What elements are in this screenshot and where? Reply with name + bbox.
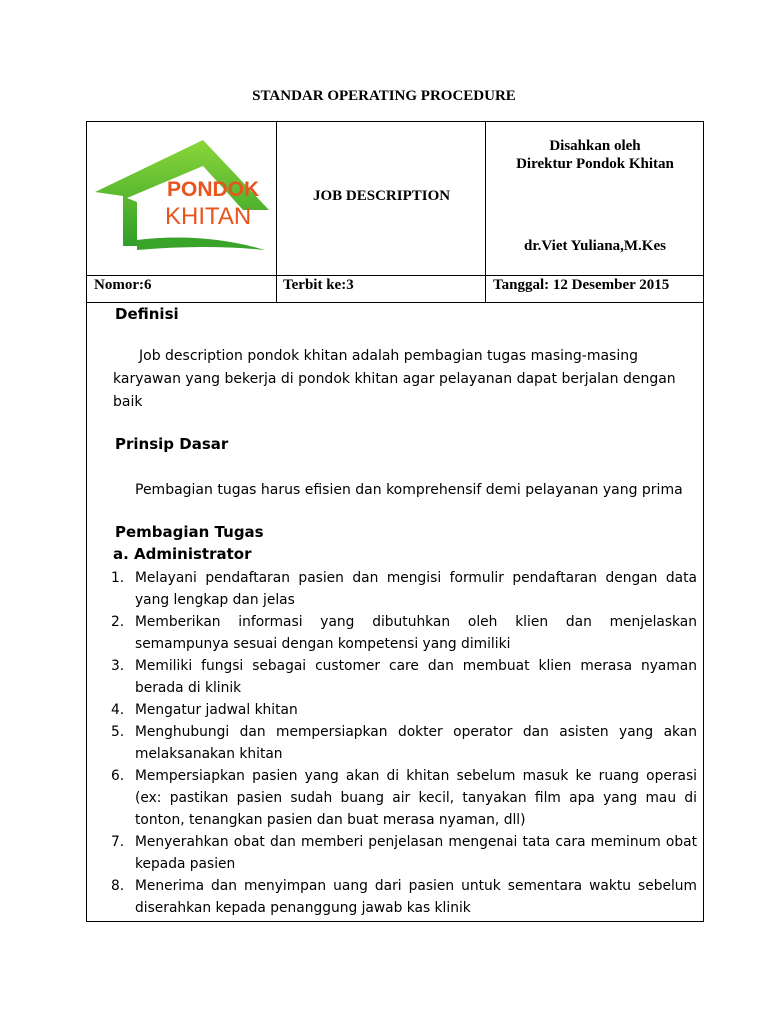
house-logo-icon — [93, 136, 271, 254]
approver-name: dr.Viet Yuliana,M.Kes — [524, 238, 666, 254]
logo-text-khitan: KHITAN — [165, 203, 252, 230]
approver-role: Direktur Pondok Khitan — [516, 156, 674, 172]
administrator-task-list — [107, 567, 697, 919]
sop-frame — [86, 121, 704, 922]
document-number: Nomor:6 — [94, 277, 152, 293]
pondok-khitan-logo — [93, 136, 271, 254]
definisi-paragraph: Job description pondok khitan adalah pembagian tugas masing-masing karyawan yang bekerja di pondok khitan agar pelayanan dapat berjalan dengan baik — [113, 348, 676, 410]
meta-divider — [87, 302, 703, 303]
edition-number: Terbit ke:3 — [283, 277, 354, 293]
list-item: 8. Menerima dan menyimpan uang dari pasien untuk sementara waktu sebelum diserahkan kepada penanggung jawab kas klinik — [111, 878, 697, 916]
list-item: 2. Memberikan informasi yang dibutuhkan oleh klien dan menjelaskan semampunya sesuai dengan kompetensi yang dimiliki — [111, 614, 697, 652]
list-item: 5. Menghubungi dan mempersiapkan dokter operator dan asisten yang akan melaksanakan khitan — [111, 724, 697, 762]
list-item: 1. Melayani pendaftaran pasien dan mengisi formulir pendaftaran dengan data yang lengkap dan jelas — [111, 570, 697, 608]
approved-by-label: Disahkan oleh — [549, 138, 641, 154]
prinsip-paragraph: Pembagian tugas harus efisien dan komprehensif demi pelayanan yang prima — [135, 482, 683, 498]
section-heading-pembagian: Pembagian Tugas — [115, 523, 264, 541]
issue-date: Tanggal: 12 Desember 2015 — [493, 277, 670, 293]
col-divider-1 — [276, 122, 277, 302]
document-title: STANDAR OPERATING PROCEDURE — [252, 88, 516, 104]
header-divider — [87, 275, 703, 276]
job-description-title: JOB DESCRIPTION — [313, 188, 451, 204]
list-item: 4. Mengatur jadwal khitan — [111, 702, 298, 718]
list-item: 7. Menyerahkan obat dan memberi penjelasan mengenai tata cara meminum obat kepada pasien — [111, 834, 697, 872]
logo-text-pondok: PONDOK — [167, 178, 260, 201]
list-item: 3. Memiliki fungsi sebagai customer care dan membuat klien merasa nyaman berada di klinik — [111, 658, 697, 696]
list-item: 6. Mempersiapkan pasien yang akan di khitan sebelum masuk ke ruang operasi (ex: pastikan pasien sudah buang air kecil, tanyakan film apa yang mau di tonton, tenangkan pasien dan buat merasa nyaman, dll) — [111, 768, 697, 828]
section-heading-definisi: Definisi — [115, 305, 179, 323]
section-heading-prinsip: Prinsip Dasar — [115, 435, 229, 453]
subheading-administrator: a. Administrator — [113, 545, 252, 563]
